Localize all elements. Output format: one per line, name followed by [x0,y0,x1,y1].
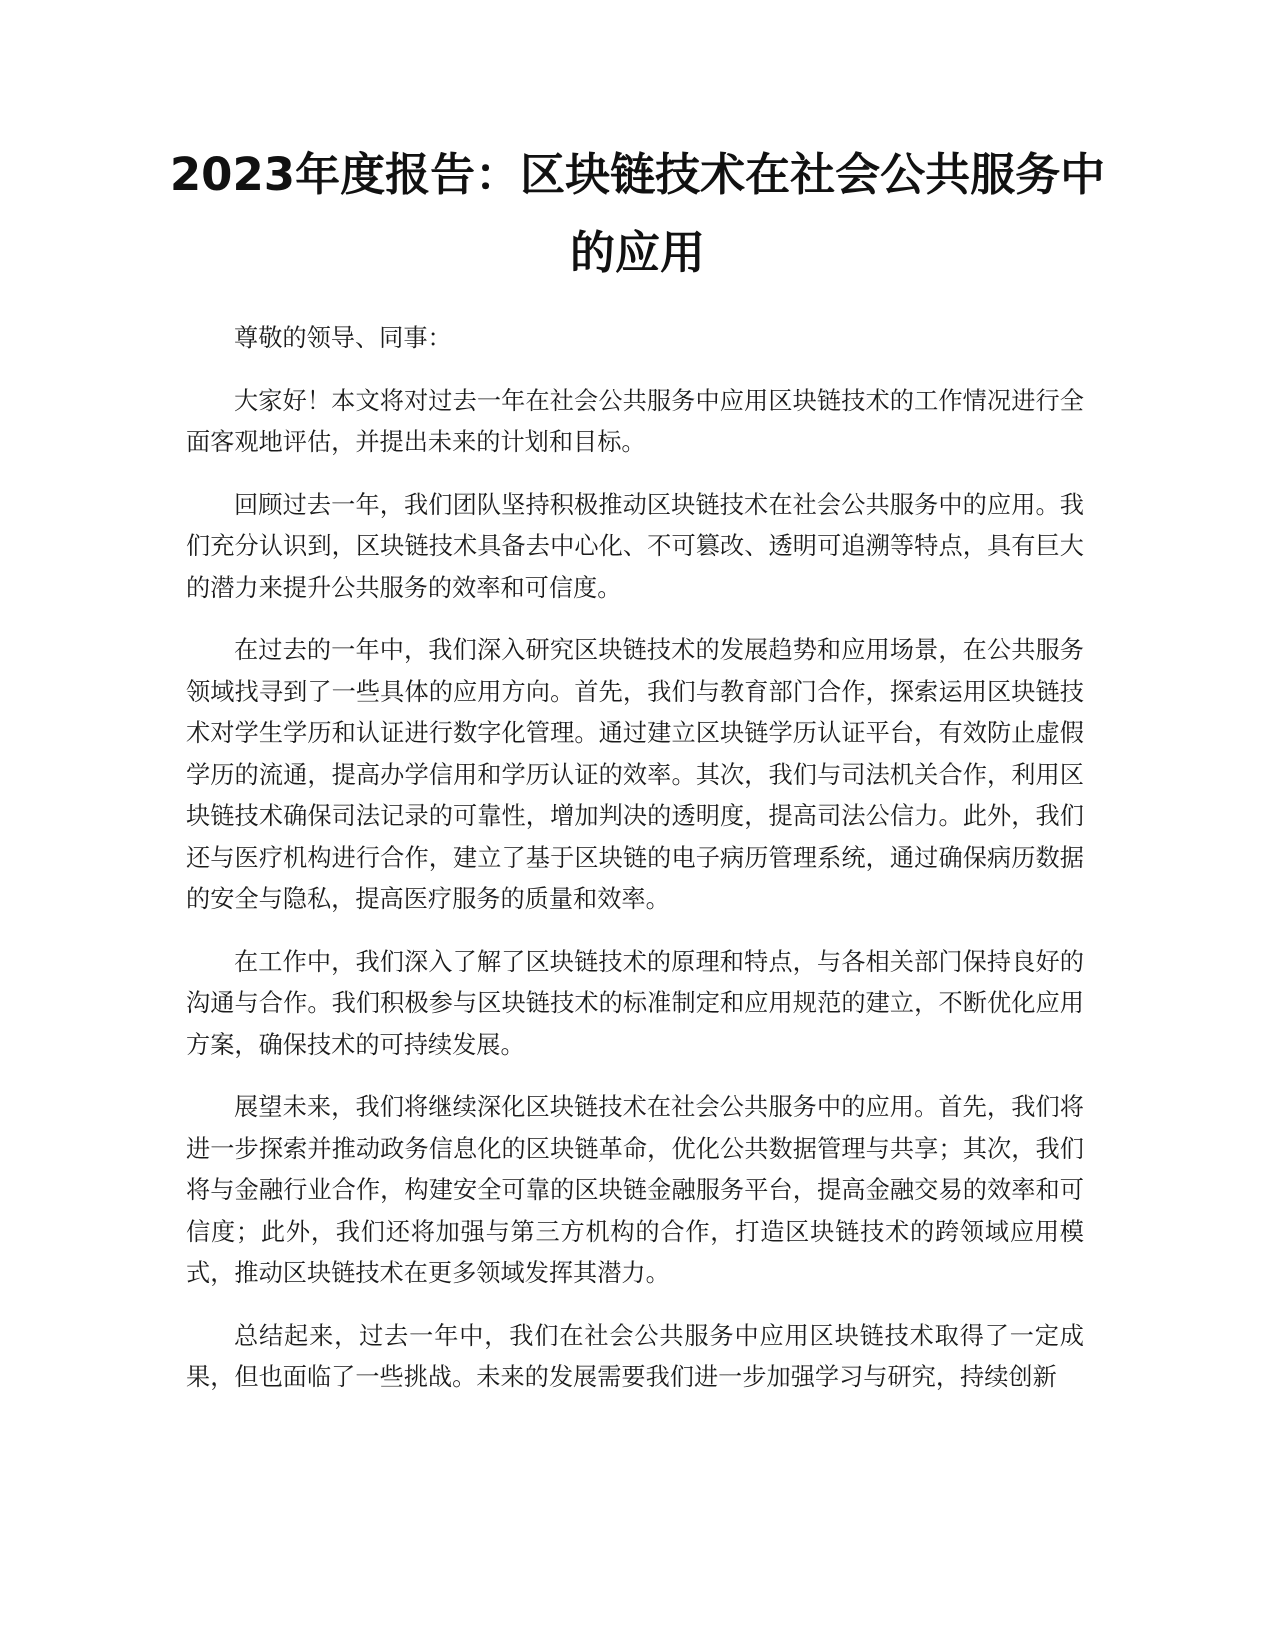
document-title: 2023年度报告：区块链技术在社会公共服务中的应用 [169,148,1106,279]
paragraph-outlook: 展望未来，我们将继续深化区块链技术在社会公共服务中的应用。首先，我们将进一步探索并推动政务信息化的区块链革命，优化公共数据管理与共享；其次，我们将与金融行业合作，构建安全可靠的区块链金融服务平台，提高金融交易的效率和可信度；此外，我们还将加强与第三方机构的合作，打造区块链技术的跨领域应用模式，推动区块链技术在更多领域发挥其潜力。 [186,1093,1084,1287]
document-body [186,318,1084,1420]
paragraph-summary: 总结起来，过去一年中，我们在社会公共服务中应用区块链技术取得了一定成果，但也面临了一些挑战。未来的发展需要我们进一步加强学习与研究，持续创新 [186,1321,1084,1391]
paragraph-work: 在工作中，我们深入了解了区块链技术的原理和特点，与各相关部门保持良好的沟通与合作。我们积极参与区块链技术的标准制定和应用规范的建立，不断优化应用方案，确保技术的可持续发展。 [186,947,1084,1059]
salutation: 尊敬的领导、同事： [234,324,452,352]
paragraph-applications: 在过去的一年中，我们深入研究区块链技术的发展趋势和应用场景，在公共服务领域找寻到了一些具体的应用方向。首先，我们与教育部门合作，探索运用区块链技术对学生学历和认证进行数字化管理。通过建立区块链学历认证平台，有效防止虚假学历的流通，提高办学信用和学历认证的效率。其次，我们与司法机关合作，利用区块链技术确保司法记录的可靠性，增加判决的透明度，提高司法公信力。此外，我们还与医疗机构进行合作，建立了基于区块链的电子病历管理系统，通过确保病历数据的安全与隐私，提高医疗服务的质量和效率。 [186,636,1084,913]
paragraph-review: 回顾过去一年，我们团队坚持积极推动区块链技术在社会公共服务中的应用。我们充分认识到，区块链技术具备去中心化、不可篡改、透明可追溯等特点，具有巨大的潜力来提升公共服务的效率和可信度。 [186,490,1084,602]
paragraph-intro: 大家好！本文将对过去一年在社会公共服务中应用区块链技术的工作情况进行全面客观地评估，并提出未来的计划和目标。 [186,386,1084,456]
